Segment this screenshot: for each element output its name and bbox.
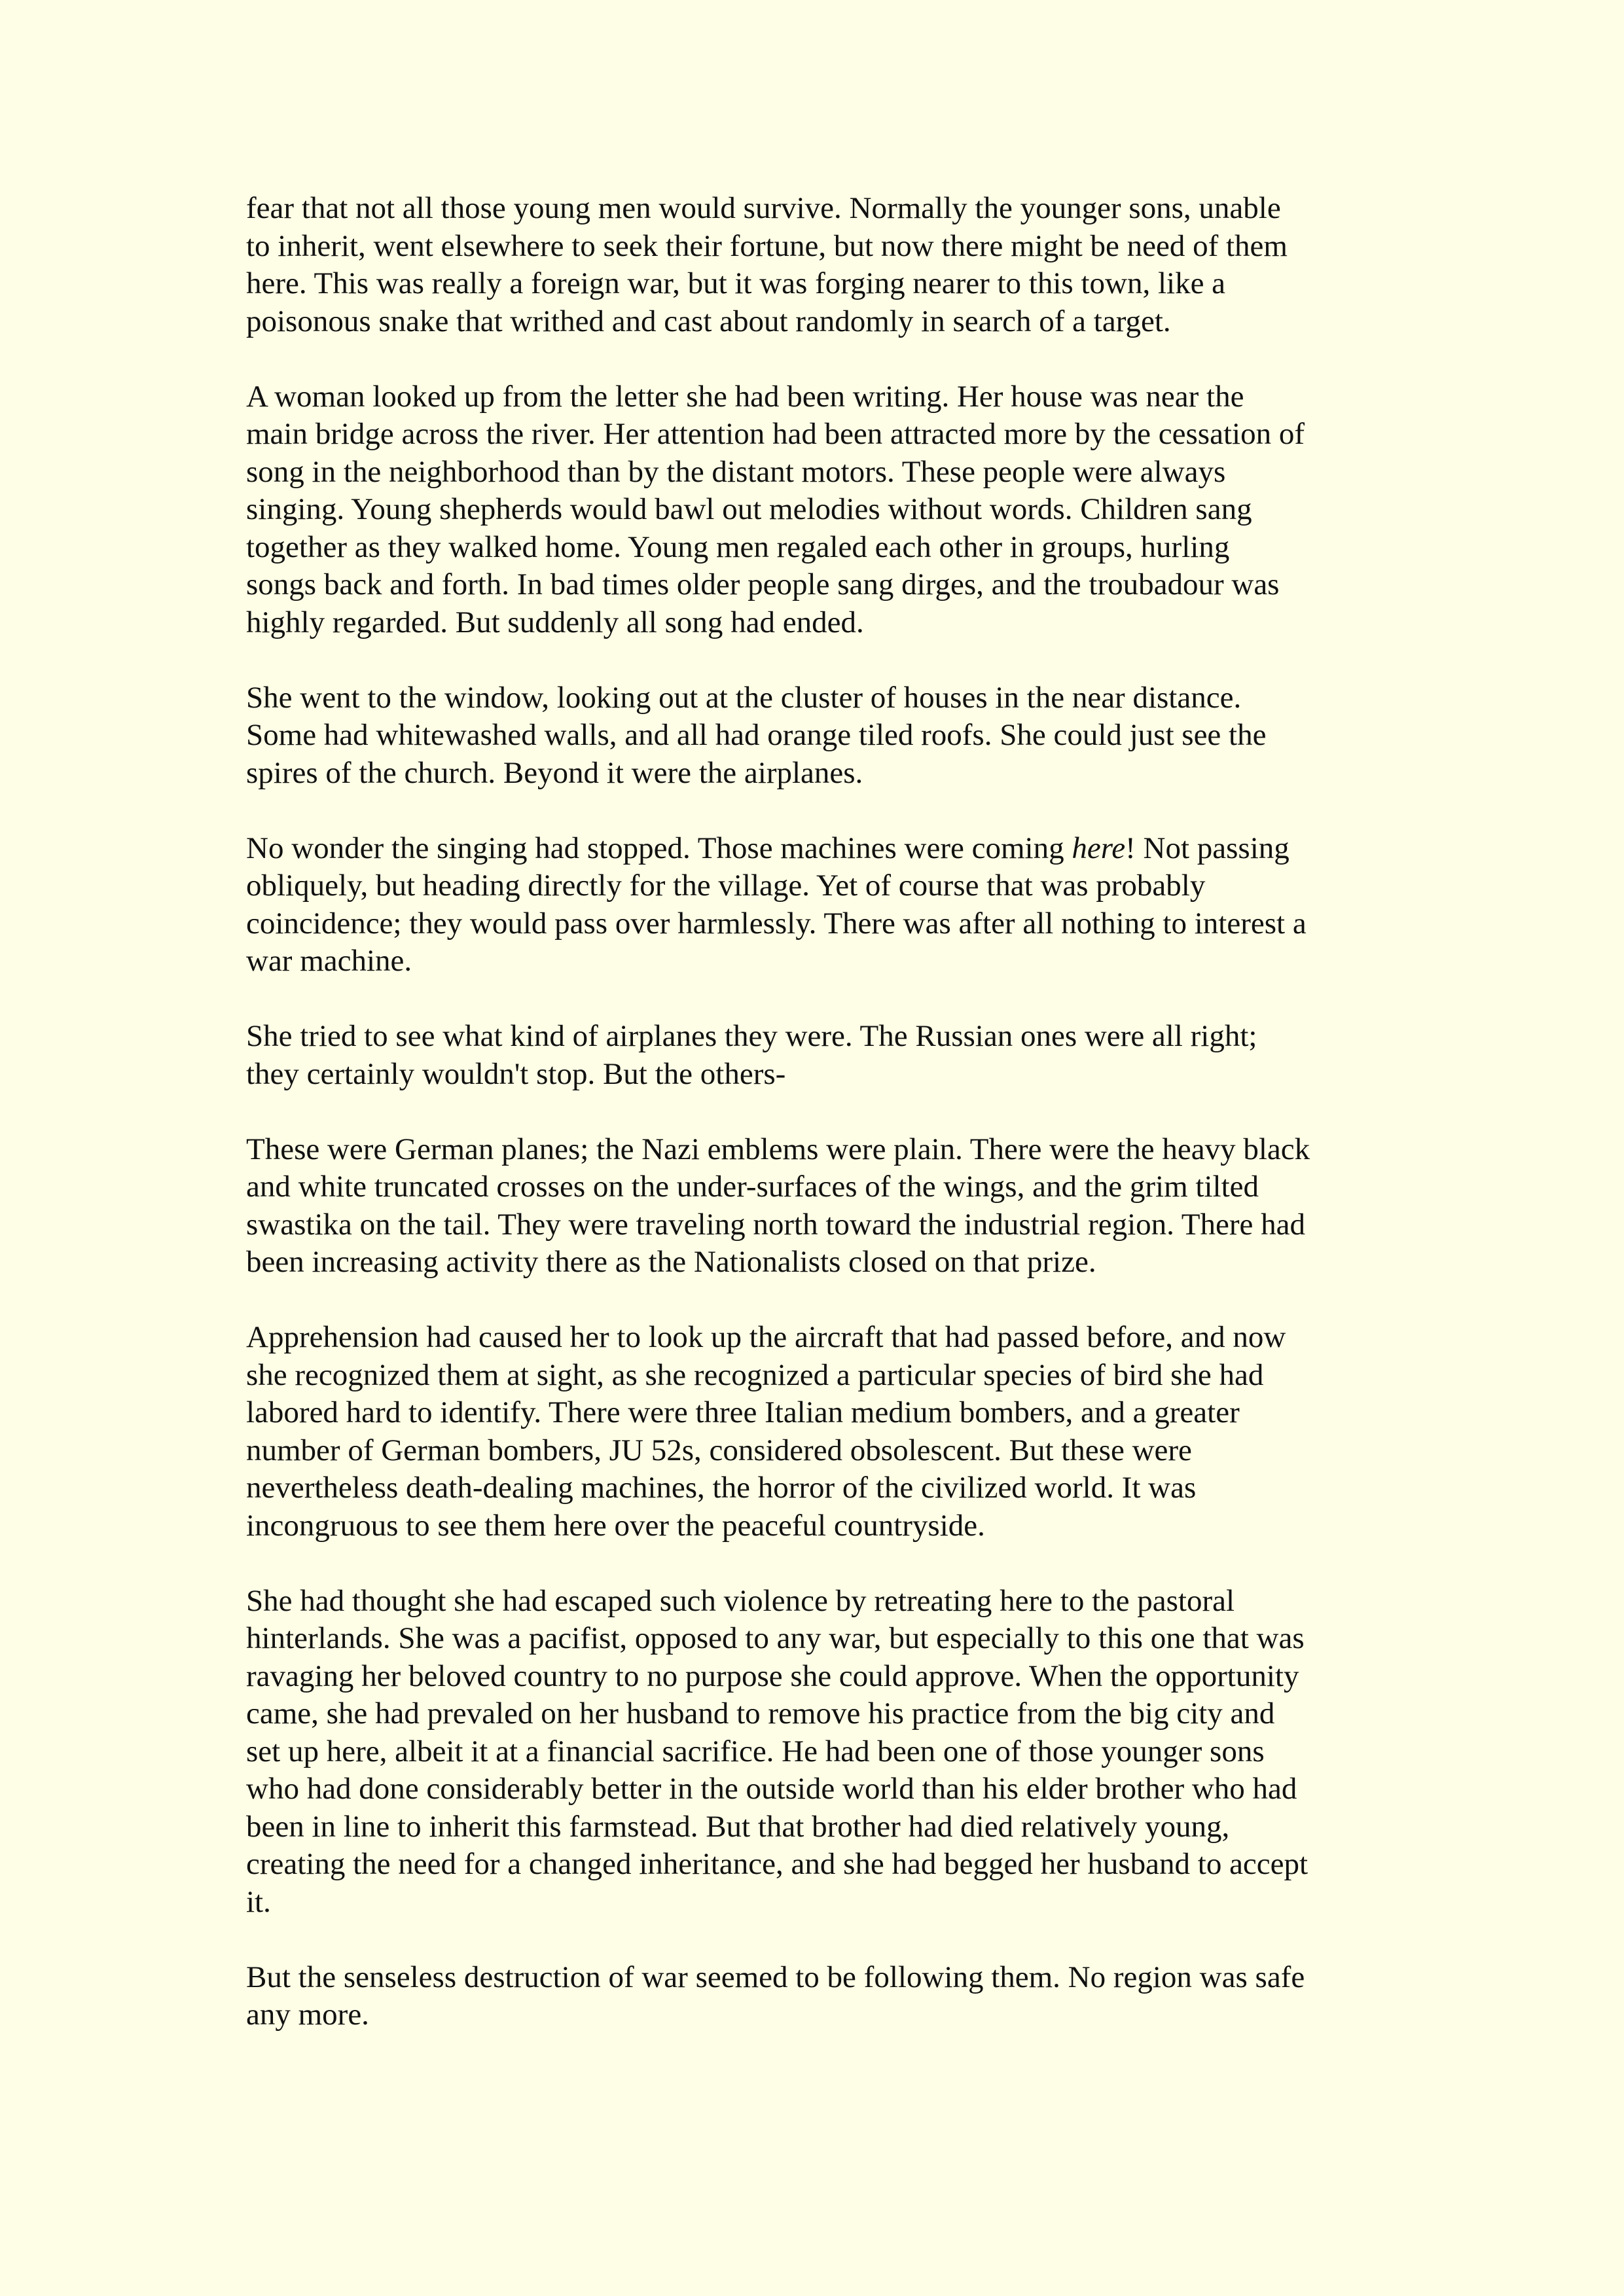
document-page	[246, 190, 1398, 2072]
emphasized-word: here	[1072, 831, 1126, 865]
text-line: together as they walked home. Young men regaled each other in groups, hurling	[246, 529, 1230, 564]
text-line: incongruous to see them here over the peaceful countryside.	[246, 1508, 985, 1543]
text-line: She had thought she had escaped such violence by retreating here to the pastoral	[246, 1583, 1235, 1618]
text-line: ravaging her beloved country to no purpose she could approve. When the opportunity	[246, 1659, 1299, 1693]
paragraph-7	[246, 1319, 1398, 1545]
paragraph-3	[246, 679, 1398, 793]
text-line: it.	[246, 1884, 271, 1919]
paragraph-5	[246, 1018, 1398, 1093]
text-line: Some had whitewashed walls, and all had orange tiled roofs. She could just see the	[246, 718, 1267, 752]
text-line: set up here, albeit it at a financial sacrifice. He had been one of those younger sons	[246, 1734, 1265, 1768]
text-line: hinterlands. She was a pacifist, opposed to any war, but especially to this one that was	[246, 1621, 1305, 1655]
text-line: She tried to see what kind of airplanes they were. The Russian ones were all right;	[246, 1019, 1257, 1053]
text-run: ! Not passing	[1125, 831, 1290, 865]
text-line: any more.	[246, 1998, 369, 2032]
text-line: they certainly wouldn't stop. But the others-	[246, 1056, 786, 1091]
text-line: Apprehension had caused her to look up the aircraft that had passed before, and now	[246, 1320, 1286, 1354]
text-line: war machine.	[246, 944, 412, 978]
text-line: and white truncated crosses on the under-surfaces of the wings, and the grim tilted	[246, 1170, 1259, 1204]
text-line: creating the need for a changed inheritance, and she had begged her husband to accept	[246, 1847, 1308, 1881]
text-run: No wonder the singing had stopped. Those machines were coming	[246, 831, 1072, 865]
text-line: songs back and forth. In bad times older people sang dirges, and the troubadour was	[246, 567, 1280, 601]
text-line: spires of the church. Beyond it were the airplanes.	[246, 755, 863, 790]
text-line: number of German bombers, JU 52s, considered obsolescent. But these were	[246, 1433, 1192, 1467]
text-line: obliquely, but heading directly for the village. Yet of course that was probably	[246, 869, 1206, 903]
text-line	[246, 830, 1398, 868]
text-line: to inherit, went elsewhere to seek their fortune, but now there might be need of them	[246, 228, 1288, 263]
paragraph-6	[246, 1131, 1398, 1282]
text-line: highly regarded. But suddenly all song had ended.	[246, 605, 864, 639]
paragraph-8	[246, 1583, 1398, 1922]
text-line: She went to the window, looking out at the cluster of houses in the near distance.	[246, 680, 1242, 715]
paragraph-9	[246, 1959, 1398, 2034]
text-line: who had done considerably better in the outside world than his elder brother who had	[246, 1772, 1297, 1806]
text-line: labored hard to identify. There were three Italian medium bombers, and a greater	[246, 1395, 1240, 1429]
text-line: nevertheless death-dealing machines, the horror of the civilized world. It was	[246, 1471, 1197, 1505]
text-line: poisonous snake that writhed and cast about randomly in search of a target.	[246, 304, 1171, 338]
text-line: A woman looked up from the letter she had been writing. Her house was near the	[246, 379, 1244, 414]
text-line: swastika on the tail. They were traveling north toward the industrial region. There had	[246, 1207, 1305, 1242]
text-line: she recognized them at sight, as she recognized a particular species of bird she had	[246, 1357, 1264, 1392]
paragraph-2	[246, 378, 1398, 642]
text-line: coincidence; they would pass over harmlessly. There was after all nothing to interest a	[246, 906, 1307, 941]
text-line: main bridge across the river. Her attention had been attracted more by the cessation of	[246, 417, 1305, 451]
paragraph-4	[246, 830, 1398, 980]
text-line: here. This was really a foreign war, but it was forging nearer to this town, like a	[246, 266, 1226, 300]
text-line: song in the neighborhood than by the distant motors. These people were always	[246, 454, 1226, 489]
text-line: singing. Young shepherds would bawl out melodies without words. Children sang	[246, 492, 1252, 526]
text-line: But the senseless destruction of war seemed to be following them. No region was safe	[246, 1960, 1305, 1994]
text-line: came, she had prevaled on her husband to remove his practice from the big city and	[246, 1696, 1275, 1731]
text-line: been increasing activity there as the Nationalists closed on that prize.	[246, 1245, 1096, 1279]
text-line: fear that not all those young men would survive. Normally the younger sons, unable	[246, 191, 1281, 225]
text-line: been in line to inherit this farmstead. But that brother had died relatively young,	[246, 1809, 1230, 1844]
text-line: These were German planes; the Nazi emblems were plain. There were the heavy black	[246, 1132, 1310, 1166]
paragraph-1	[246, 190, 1398, 340]
